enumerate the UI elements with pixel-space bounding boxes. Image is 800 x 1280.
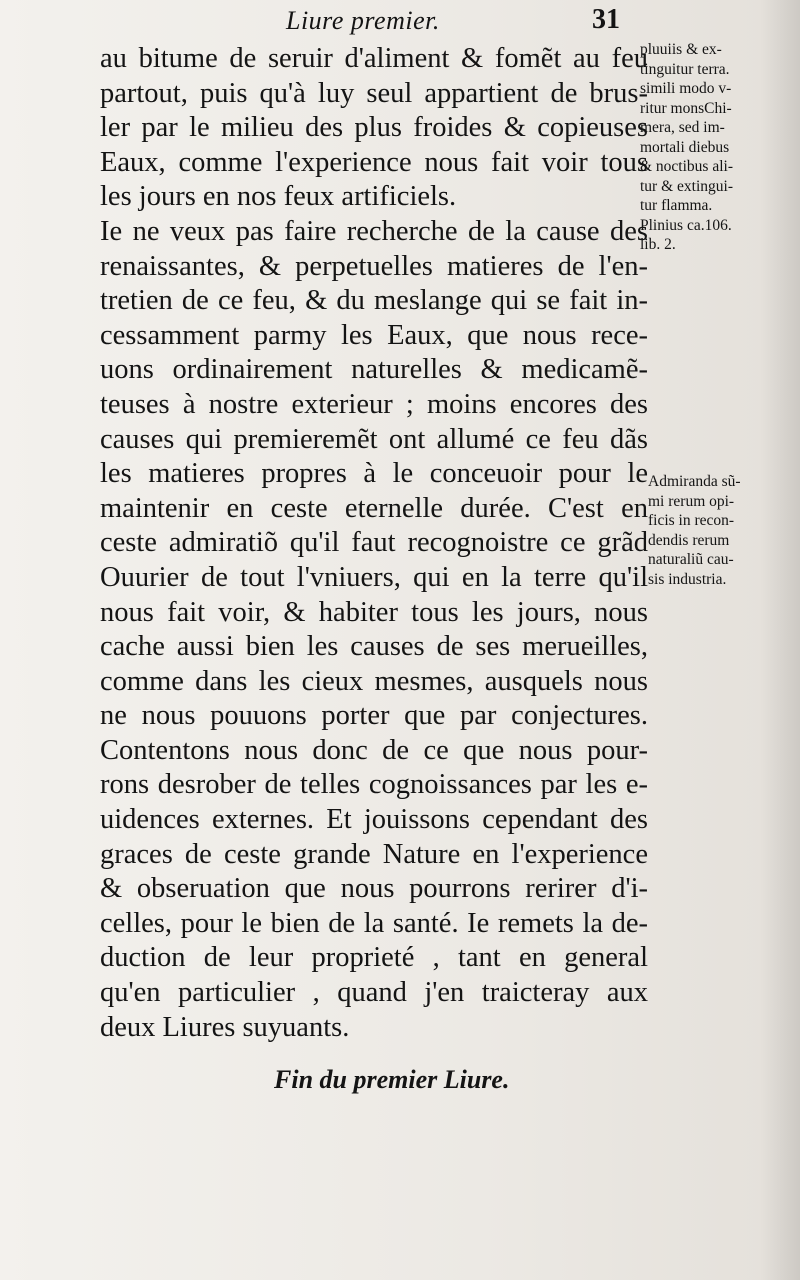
text-line: uons ordinairement naturelles & medicamẽ-: [100, 354, 648, 386]
text-line: les matieres propres à le conceuoir pour le: [100, 458, 648, 490]
text-line: au bitume de seruir d'aliment & fomẽt au feu: [100, 43, 648, 74]
marginal-note-line: pluuiis & ex-: [640, 41, 722, 58]
text-line: maintenir en ceste eternelle durée. C'est en: [100, 492, 648, 524]
running-head: Liure premier.: [286, 6, 440, 35]
text-line: rons desrober de telles cognoissances par les e-: [100, 769, 648, 801]
text-line: duction de leur proprieté , tant en general: [100, 942, 648, 974]
text-line: uidences externes. Et jouissons cependant des: [100, 804, 648, 836]
text-line: cache aussi bien les causes de ses merueilles,: [100, 631, 648, 663]
text-line: & obseruation que nous pourrons rerirer d'i-: [100, 873, 648, 905]
text-line: deux Liures suyuants.: [100, 1011, 350, 1043]
text-line: les jours en nos feux artificiels.: [100, 181, 457, 213]
marginal-note-line: dendis rerum: [648, 531, 730, 549]
marginal-note-line: ficis in recon-: [648, 512, 735, 529]
text-line: Ie ne veux pas faire recherche de la cause des: [100, 215, 648, 247]
marginal-note-line: mortali diebus: [640, 138, 730, 156]
marginal-note-line: & noctibus ali-: [640, 158, 733, 175]
text-line: Eaux, comme l'experience nous fait voir tous: [100, 146, 648, 178]
main-text-block: [100, 42, 648, 1045]
text-line: ler par le milieu des plus froides & copieuses: [100, 112, 648, 144]
text-line: renaissantes, & perpetuelles matieres de l'en-: [100, 250, 648, 282]
marginal-note-line: naturaliũ cau-: [648, 551, 734, 568]
marginal-note-line: lib. 2.: [640, 236, 676, 253]
text-line: tretien de ce feu, & du meslange qui se fait in-: [100, 285, 648, 317]
text-line: comme dans les cieux mesmes, ausquels nous: [100, 665, 648, 697]
marginal-note-line: mi rerum opi-: [648, 492, 735, 510]
text-line: partout, puis qu'à luy seul appartient de brus-: [100, 77, 648, 109]
colophon: Fin du premier Liure.: [274, 1065, 510, 1094]
marginal-note-line: tur flamma.: [640, 197, 713, 214]
text-line: Contentons nous donc de ce que nous pour-: [100, 734, 648, 766]
marginal-note-line: simili modo v-: [640, 80, 732, 97]
marginal-note-line: tur & extingui-: [640, 177, 733, 195]
page-number: 31: [592, 4, 620, 35]
marginal-note-line: tinguitur terra.: [640, 60, 730, 78]
text-line: ceste admiratiõ qu'il faut recognoistre ce grãd: [100, 527, 648, 559]
marginal-note-line: Admiranda sũ-: [648, 473, 741, 490]
marginal-note-line: Plinius ca.106.: [640, 216, 732, 234]
marginal-note-line: mera, sed im-: [640, 119, 725, 136]
text-line: qu'en particulier , quand j'en traicteray aux: [100, 977, 648, 1009]
marginal-note-line: sis industria.: [648, 570, 727, 588]
text-line: graces de ceste grande Nature en l'experience: [100, 838, 648, 870]
text-line: causes qui premieremẽt ont allumé ce feu dãs: [100, 423, 648, 455]
text-line: cessamment parmy les Eaux, que nous rece-: [100, 319, 648, 351]
page-edge-shadow: [760, 0, 800, 1280]
text-line: nous fait voir, & habiter tous les jours, nous: [100, 596, 648, 628]
text-line: ne nous pouuons porter que par conjectures.: [100, 700, 648, 732]
text-line: teuses à nostre exterieur ; moins encores des: [100, 388, 648, 420]
text-line: celles, pour le bien de la santé. Ie remets la de-: [100, 907, 648, 939]
marginal-note-line: ritur monsChi-: [640, 99, 732, 117]
text-line: Ouurier de tout l'vniuers, qui en la terre qu'il: [100, 561, 648, 593]
